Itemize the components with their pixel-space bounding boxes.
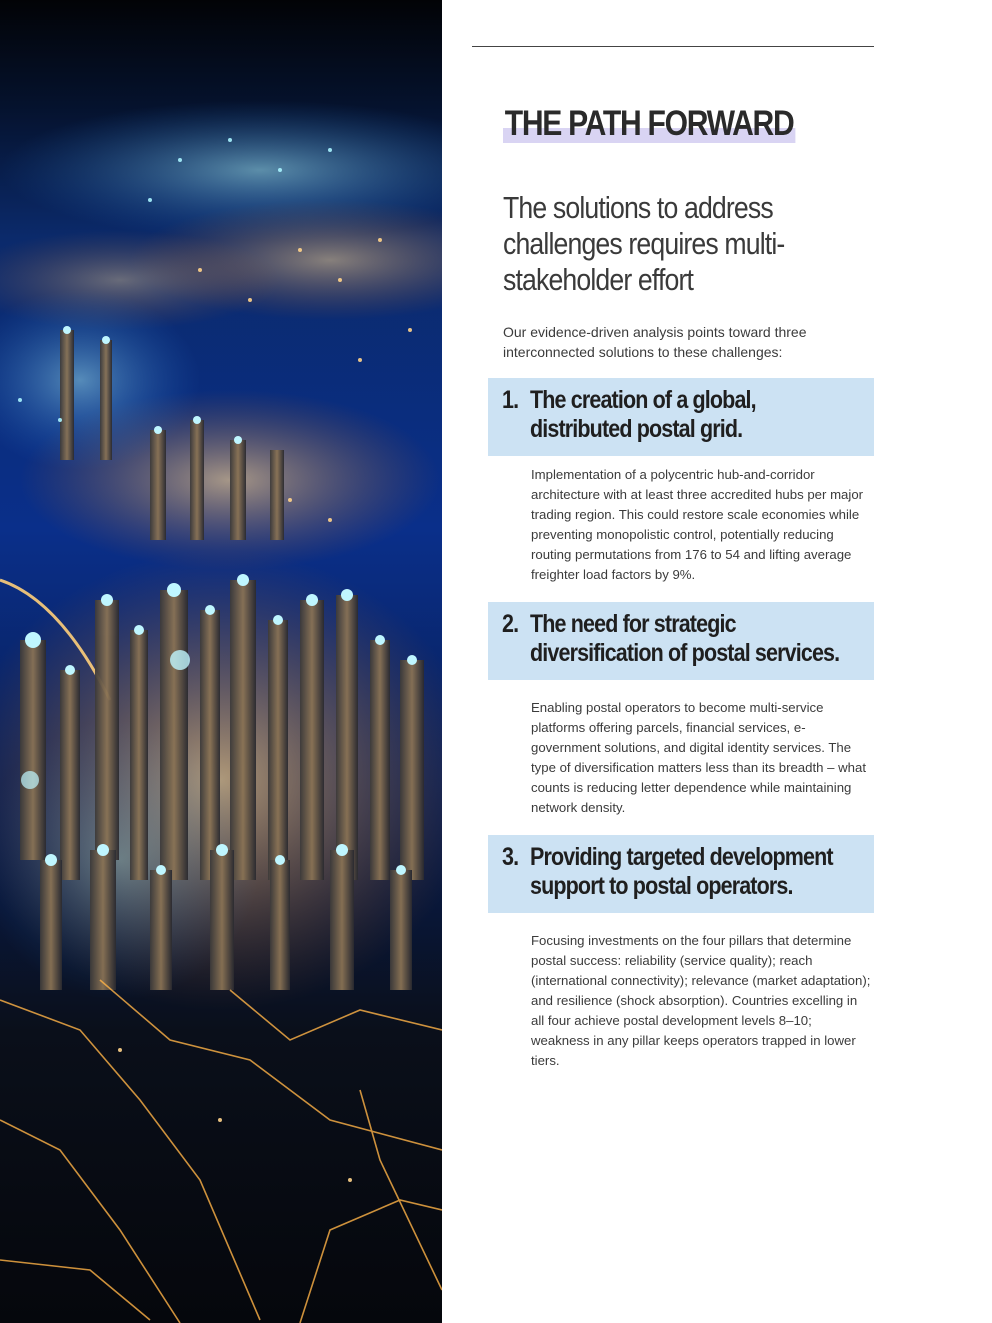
page-title <box>503 104 795 144</box>
solution-1-body: Implementation of a polycentric hub-and-corridor architecture with at least three accredited hubs per major trading region. This could restore scale economies while preventing monopolistic control, potentially reducing routing permutations from 176 to 54 and lifting average freighter load factors by 9%. <box>531 467 864 582</box>
page-title-text: THE PATH FORWARD <box>504 104 794 143</box>
solution-3-heading <box>488 835 874 913</box>
solution-3-title-line2: support to postal operators. <box>530 872 793 900</box>
solution-1-title <box>530 386 857 444</box>
top-divider <box>472 46 874 47</box>
solution-2-number: 2. <box>502 610 519 638</box>
solution-2-heading <box>488 602 874 680</box>
solution-2-body: Enabling postal operators to become multi-service platforms offering parcels, financial services, e-government solutions, and digital identity services. The type of diversification matters less than its breadth – what counts is reducing letter dependence while maintaining network density. <box>531 700 866 815</box>
solution-2-title-line1: The need for strategic <box>530 610 736 638</box>
solution-3-body: Focusing investments on the four pillars that determine postal success: reliability (service quality); reach (international connectivity); relevance (market adaptation); and resilience (shock absorption). Countries excelling in all four achieve postal development levels 8–10; weakness in any pillar keeps operators trapped in lower tiers. <box>531 933 871 1068</box>
solution-1-heading <box>488 378 874 456</box>
page-subtitle: The solutions to address challenges requires multi-stakeholder effort <box>503 190 785 297</box>
solution-2-title-line2: diversification of postal services. <box>530 639 840 667</box>
solution-1-title-line2: distributed postal grid. <box>530 415 743 443</box>
solution-2-title <box>530 610 857 668</box>
aerial-city-night-image <box>0 0 442 1323</box>
solution-3-number: 3. <box>502 843 519 871</box>
solution-3-title <box>530 843 857 901</box>
solution-1-title-line1: The creation of a global, <box>530 386 756 414</box>
solution-1-number: 1. <box>502 386 519 414</box>
solution-3-title-line1: Providing targeted development <box>530 843 833 871</box>
intro-paragraph: Our evidence-driven analysis points toward three interconnected solutions to these challenges: <box>503 324 807 360</box>
